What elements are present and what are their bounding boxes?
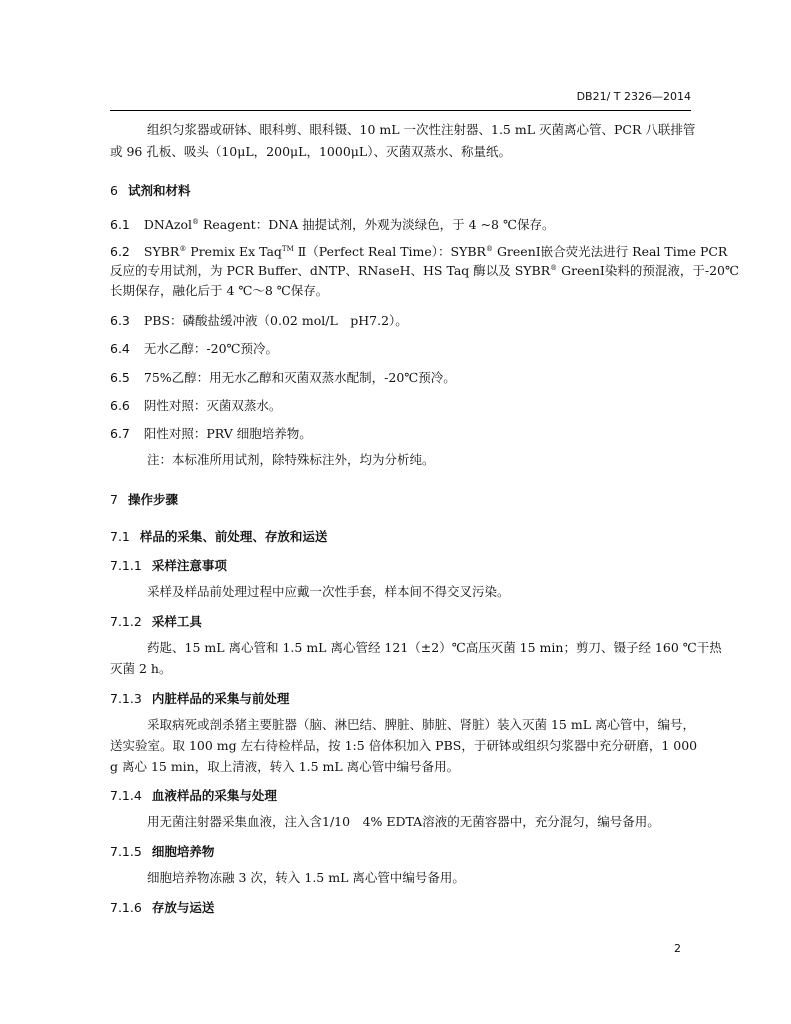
subsection-7-1-3-line-1: 采取病死或剖杀猪主要脏器（脑、淋巴结、脾脏、肺脏、肾脏）装入灭菌 15 mL 离心管中，编号， bbox=[147, 717, 695, 732]
subsection-number: 7.1.1 bbox=[110, 558, 142, 573]
subsection-title: 样品的采集、前处理、存放和运送 bbox=[139, 529, 328, 544]
subsection-number: 7.1.5 bbox=[110, 844, 142, 859]
subsection-7-1-1-text: 采样及样品前处理过程中应戴一次性手套，样本间不得交叉污染。 bbox=[147, 584, 510, 599]
subsection-7-1-5-text: 细胞培养物冻融 3 次，转入 1.5 mL 离心管中编号备用。 bbox=[147, 870, 465, 885]
item-text: Ⅱ（Perfect Real Time）：SYBR bbox=[293, 244, 486, 259]
subsection-number: 7.1.4 bbox=[110, 788, 142, 803]
item-text: Premix Ex Taq bbox=[186, 244, 282, 259]
section-title: 操作步骤 bbox=[127, 492, 178, 507]
subsection-7-1-2-line-1: 药匙、15 mL 离心管和 1.5 mL 离心管经 121（±2）℃高压灭菌 15 min；剪刀、镊子经 160 ℃干热 bbox=[147, 640, 722, 655]
item-number: 6.4 bbox=[110, 341, 130, 356]
subsection-7-1-3-heading bbox=[110, 689, 289, 707]
subsection-7-1-4-heading bbox=[110, 786, 277, 804]
item-6-2-line-2 bbox=[110, 263, 739, 279]
subsection-7-1-3-line-3: g 离心 15 min，取上清液，转入 1.5 mL 离心管中编号备用。 bbox=[110, 759, 460, 774]
registered-mark: ® bbox=[179, 244, 187, 253]
item-text: 75%乙醇：用无水乙醇和灭菌双蒸水配制，-20℃预冷。 bbox=[143, 370, 456, 385]
reagent-note: 注：本标准所用试剂，除特殊标注外，均为分析纯。 bbox=[147, 452, 435, 467]
section-number: 6 bbox=[110, 183, 118, 198]
item-text: GreenⅠ染料的预混液，于-20℃ bbox=[557, 263, 739, 278]
item-6-3 bbox=[110, 311, 408, 329]
item-number: 6.7 bbox=[110, 426, 130, 441]
registered-mark: ® bbox=[550, 263, 558, 272]
subsection-7-1-4-text: 用无菌注射器采集血液，注入含1/10 4% EDTA溶液的无菌容器中，充分混匀，编号备用。 bbox=[147, 814, 660, 829]
page-header bbox=[110, 90, 691, 111]
subsection-7-1-6-heading bbox=[110, 898, 214, 916]
item-number: 6.5 bbox=[110, 370, 130, 385]
item-text: 无水乙醇：-20℃预冷。 bbox=[143, 341, 279, 356]
subsection-7-1-1-heading bbox=[110, 556, 227, 574]
item-6-2-line-3: 长期保存，融化后于 4 ℃～8 ℃保存。 bbox=[110, 283, 329, 298]
item-6-1 bbox=[110, 215, 554, 233]
item-number: 6.6 bbox=[110, 398, 130, 413]
standard-code: DB21/ T 2326—2014 bbox=[576, 90, 691, 103]
subsection-7-1-2-line-2: 灭菌 2 h。 bbox=[110, 661, 172, 676]
item-number: 6.3 bbox=[110, 313, 130, 328]
item-text: SYBR bbox=[143, 244, 180, 259]
item-text: 阳性对照：PRV 细胞培养物。 bbox=[143, 426, 312, 441]
trademark-mark: TM bbox=[281, 244, 294, 253]
item-text: GreenⅠ嵌合荧光法进行 Real Time PCR bbox=[492, 244, 728, 259]
item-6-2 bbox=[110, 242, 727, 260]
subsection-7-1-3-line-2: 送实验室。取 100 mg 左右待检样品，按 1:5 倍体积加入 PBS，于研钵或组织匀浆器中充分研磨，1 000 bbox=[110, 738, 698, 753]
subsection-title: 血液样品的采集与处理 bbox=[151, 788, 277, 803]
section-title: 试剂和材料 bbox=[127, 183, 191, 198]
section-7-heading bbox=[110, 490, 178, 508]
registered-mark: ® bbox=[485, 244, 493, 253]
subsection-number: 7.1.6 bbox=[110, 900, 142, 915]
item-6-4 bbox=[110, 339, 278, 357]
item-text: 阴性对照：灭菌双蒸水。 bbox=[143, 398, 282, 413]
item-text: 反应的专用试剂，为 PCR Buffer、dNTP、RNaseH、HS Taq 酶以及 SYBR bbox=[110, 263, 551, 278]
section-6-heading bbox=[110, 181, 190, 199]
subsection-title: 细胞培养物 bbox=[151, 844, 215, 859]
section-number: 7 bbox=[110, 492, 118, 507]
item-text: DNAzol bbox=[143, 217, 192, 232]
subsection-title: 采样注意事项 bbox=[151, 558, 227, 573]
item-6-7 bbox=[110, 424, 312, 442]
subsection-7-1-5-heading bbox=[110, 842, 214, 860]
registered-mark: ® bbox=[192, 217, 199, 226]
subsection-title: 内脏样品的采集与前处理 bbox=[151, 691, 290, 706]
subsection-number: 7.1.2 bbox=[110, 614, 142, 629]
equipment-line-2: 或 96 孔板、吸头（10μL，200μL，1000μL）、灭菌双蒸水、称量纸。 bbox=[110, 144, 511, 159]
subsection-title: 存放与运送 bbox=[151, 900, 215, 915]
subsection-7-1-2-heading bbox=[110, 612, 202, 630]
subsection-number: 7.1 bbox=[110, 529, 130, 544]
item-number: 6.1 bbox=[110, 217, 130, 232]
item-6-6 bbox=[110, 396, 281, 414]
item-text: PBS：磷酸盐缓冲液（0.02 mol/L pH7.2）。 bbox=[143, 313, 408, 328]
item-6-5 bbox=[110, 368, 456, 386]
subsection-number: 7.1.3 bbox=[110, 691, 142, 706]
item-number: 6.2 bbox=[110, 244, 130, 259]
item-text: Reagent：DNA 抽提试剂，外观为淡绿色，于 4 ~8 ℃保存。 bbox=[199, 217, 555, 232]
subsection-7-1-heading bbox=[110, 527, 327, 545]
page-number: 2 bbox=[674, 942, 681, 955]
equipment-line-1: 组织匀浆器或研钵、眼科剪、眼科镊、10 mL 一次性注射器、1.5 mL 灭菌离心管、PCR 八联排管 bbox=[147, 122, 696, 137]
subsection-title: 采样工具 bbox=[151, 614, 202, 629]
